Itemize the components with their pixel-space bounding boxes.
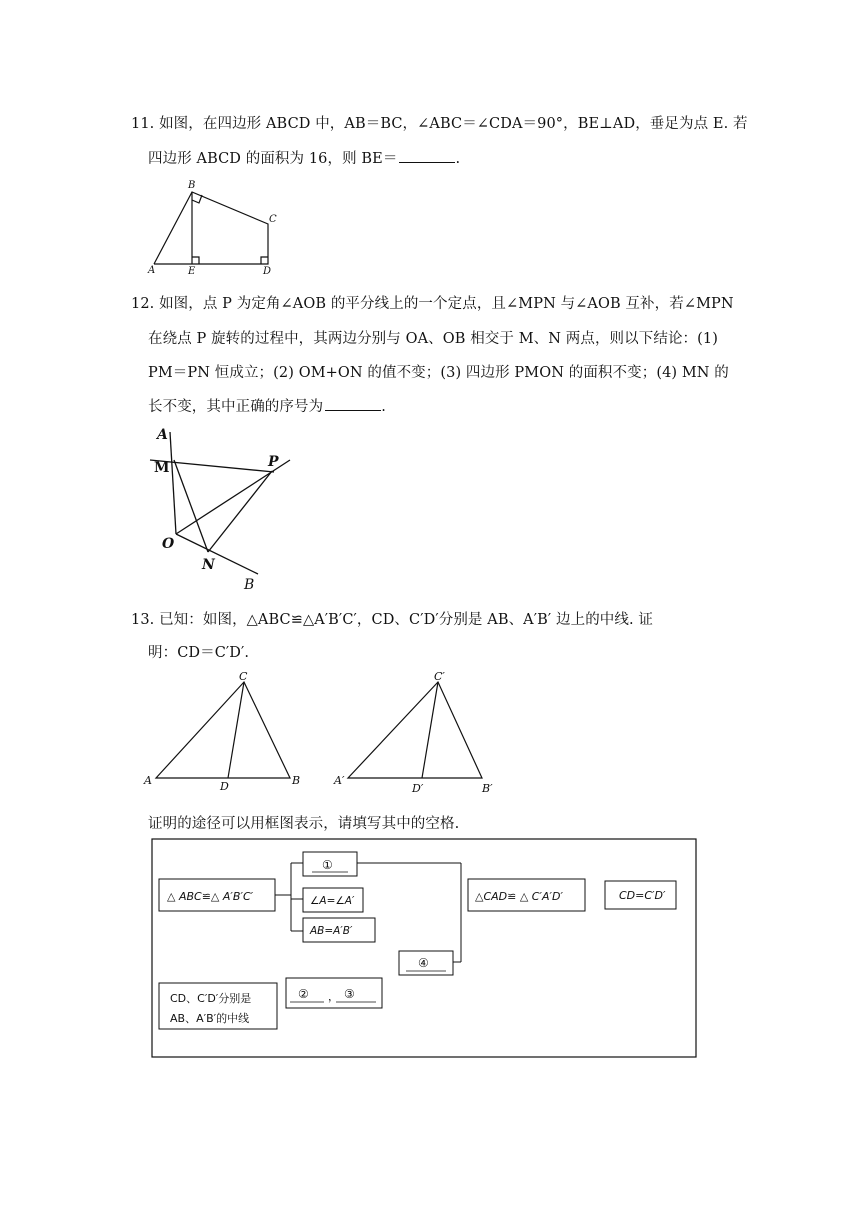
q13-label-A: A bbox=[144, 774, 152, 787]
q11-period: . bbox=[455, 151, 461, 167]
q11-label-C: C bbox=[269, 214, 277, 225]
q11-label-A: A bbox=[148, 265, 156, 276]
q12-label-A: A bbox=[157, 427, 168, 443]
q13-line-2: 明：CD＝C′D′. bbox=[148, 645, 250, 661]
q11-line-2 bbox=[148, 147, 460, 168]
q11-label-B: B bbox=[188, 180, 196, 191]
flow-text-1: ① bbox=[322, 858, 333, 872]
q11-right-angle-E bbox=[192, 257, 199, 264]
q11-line-2-text: 四边形 ABCD 的面积为 16，则 BE＝ bbox=[148, 151, 398, 167]
flow-text-median-1: CD、C′D′分别是 bbox=[170, 992, 252, 1005]
q13-figure-ABC bbox=[140, 670, 315, 795]
flow-text-2: ② bbox=[298, 987, 309, 1001]
q12-label-M: M bbox=[154, 460, 170, 476]
q13-label-B-prime: B′ bbox=[482, 782, 493, 795]
flow-text-side: AB=A′B′ bbox=[310, 925, 353, 937]
q11-answer-blank[interactable] bbox=[399, 150, 455, 163]
flow-text-congruent: △ ABC≌△ A′B′C′ bbox=[167, 890, 254, 903]
q11-figure bbox=[140, 178, 290, 280]
flow-text-angle: ∠A=∠A′ bbox=[310, 895, 355, 907]
q12-figure bbox=[148, 422, 298, 590]
q13-label-A-prime: A′ bbox=[334, 774, 345, 787]
q11-line-1: 11. 如图，在四边形 ABCD 中，AB＝BC，∠ABC＝∠CDA＝90°，BE⊥AD，垂足为点 E. 若 bbox=[131, 116, 748, 132]
q13-triangle-A'B'C' bbox=[348, 682, 482, 778]
q11-quad-outline bbox=[154, 192, 268, 264]
q12-label-P: P bbox=[268, 454, 279, 470]
q12-ray-OA bbox=[170, 432, 176, 534]
q12-label-O: O bbox=[162, 536, 175, 552]
q11-label-D: D bbox=[263, 266, 272, 277]
flow-text-4: ④ bbox=[418, 956, 429, 970]
q12-line-4-text: 长不变，其中正确的序号为 bbox=[148, 399, 324, 415]
q12-segment-PN bbox=[208, 471, 272, 552]
q12-answer-blank[interactable] bbox=[325, 398, 381, 411]
q13-figure-A'B'C' bbox=[332, 670, 507, 800]
flow-text-median-2: AB、A′B′的中线 bbox=[170, 1012, 250, 1025]
q12-line-4 bbox=[148, 395, 386, 416]
q13-label-D-prime: D′ bbox=[412, 782, 424, 795]
flow-text-3: ③ bbox=[344, 987, 355, 1001]
q13-flowchart bbox=[150, 838, 700, 1060]
q13-label-C-prime: C′ bbox=[434, 670, 445, 683]
flow-text-cad: △CAD≌ △ C′A′D′ bbox=[475, 890, 563, 903]
q12-line-1: 12. 如图，点 P 为定角∠AOB 的平分线上的一个定点，且∠MPN 与∠AOB 互补，若∠MPN bbox=[131, 296, 734, 312]
q11-label-E: E bbox=[188, 266, 196, 277]
q13-label-C: C bbox=[239, 670, 248, 683]
q12-bisector bbox=[176, 460, 290, 534]
q13-label-B: B bbox=[292, 774, 301, 787]
q13-line-1: 13. 已知：如图，△ABC≌△A′B′C′，CD、C′D′分别是 AB、A′B′ 边上的中线. 证 bbox=[131, 612, 654, 628]
q12-line-2: 在绕点 P 旋转的过程中，其两边分别与 OA、OB 相交于 M、N 两点，则以下结论：(1) bbox=[148, 331, 718, 347]
q12-label-B: B bbox=[244, 577, 255, 590]
q12-segment-MN bbox=[174, 460, 208, 552]
q12-label-N: N bbox=[202, 557, 215, 573]
q13-label-D: D bbox=[220, 780, 229, 793]
q13-line-3: 证明的途径可以用框图表示，请填写其中的空格. bbox=[148, 816, 460, 832]
q12-period: . bbox=[381, 399, 386, 415]
flow-text-cd: CD=C′D′ bbox=[619, 889, 666, 902]
q13-triangle-ABC bbox=[156, 682, 290, 778]
flow-text-sep: ， bbox=[328, 990, 339, 1003]
q11-right-angle-D bbox=[261, 257, 268, 264]
q12-line-3: PM＝PN 恒成立；(2) OM+ON 的值不变；(3) 四边形 PMON 的面积不变；(4) MN 的 bbox=[148, 365, 729, 381]
